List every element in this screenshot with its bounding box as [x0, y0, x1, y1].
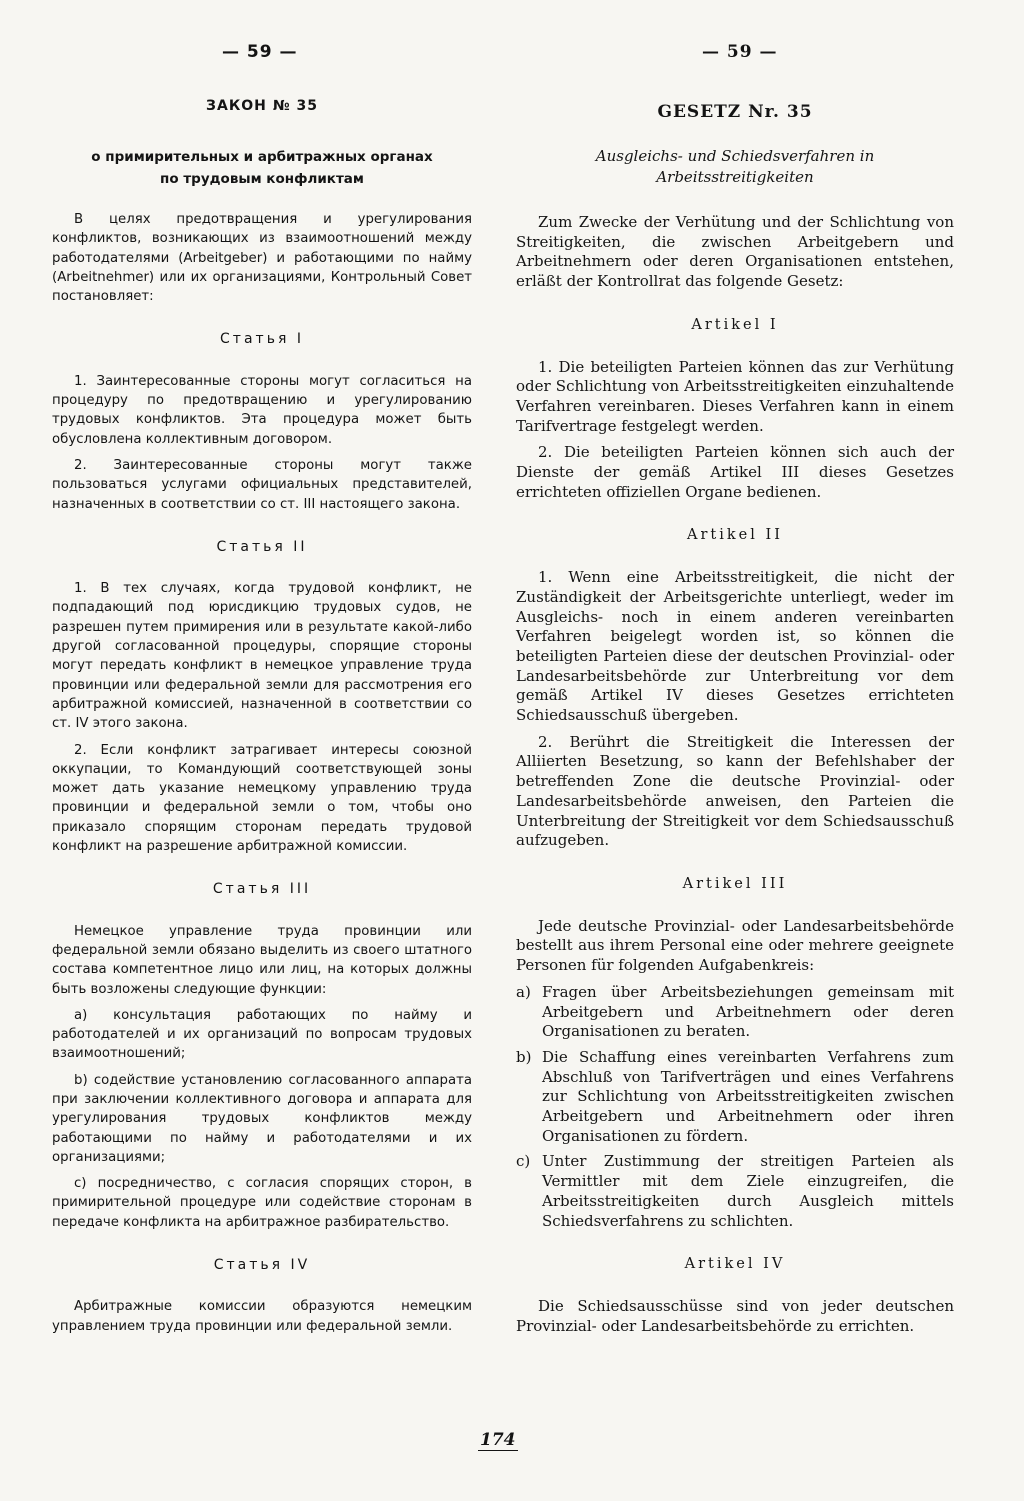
russian-article-3-item-b: b) содействие установлению согласованного аппарата при заключении коллективного договора и аппарата для урегулирования трудовых конфликтов между работающими по найму и работодателями и их организациями; [52, 1072, 472, 1165]
page-number-left: — 59 — [222, 42, 298, 62]
russian-article-4-heading: Статья IV [213, 1257, 311, 1274]
russian-article-2-paragraph-1: 1. В тех случаях, когда трудовой конфликт, не подпадающий под юрисдикцию трудовых судов, не разрешен путем примирения или в результате какой-либо другой согласованной процедуры, спорящие стороны могут передать конфликт в немецкое управление труда провинции или федеральной земли для рассмотрения его арбитражной комиссией, назначенной в соответствии со ст. IV этого закона. [52, 581, 472, 732]
german-article-2-paragraph-2: 2. Berührt die Streitigkeit die Interessen der Alliierten Besetzung, so kann der Befehlshaber der betreffenden Zone die deutsche Provinzial- oder Landesarbeitsbehörde anweisen, den Parteien die Unterbreitung der Streitigkeit vor dem Schiedsausschuß aufzugeben. [516, 732, 954, 850]
item-a-marker: a) [516, 982, 531, 1001]
russian-article-3-intro: Немецкое управление труда провинции или федеральной земли обязано выделить из своего штатного состава компетентное лицо или лиц, на которых должны быть возложены следующие функции: [52, 923, 472, 997]
russian-article-1-paragraph-1: 1. Заинтересованные стороны могут согласиться на процедуру по предотвращению и урегулированию трудовых конфликтов. Эта процедура может быть обусловлена коллективным договором. [52, 373, 472, 447]
item-c-marker: c) [516, 1152, 531, 1171]
german-article-3-intro: Jede deutsche Provinzial- oder Landesarbeitsbehörde bestellt aus ihrem Personal eine oder mehrere geeignete Personen für folgenden Aufgabenkreis: [516, 916, 954, 975]
russian-article-2-paragraph-2: 2. Если конфликт затрагивает интересы союзной оккупации, то Командующий соответствующей зоны может дать указание немецкому управлению труда провинции и федеральной земли о том, чтобы оно приказало спорящим сторонам передать трудовой конфликт на разрешение арбитражной комиссии. [52, 742, 472, 855]
german-article-1-paragraph-2: 2. Die beteiligten Parteien können sich auch der Dienste der gemäß Artikel III dieses Gesetzes errichteten offiziellen Organe bedienen. [516, 443, 954, 501]
russian-article-1-heading: Статья I [220, 331, 304, 348]
german-article-3-heading: Artikel III [682, 875, 788, 892]
german-subtitle: Ausgleichs- und Schiedsverfahren in Arbeitsstreitigkeiten [595, 147, 875, 186]
russian-article-4-paragraph-1: Арбитражные комиссии образуются немецким управлением труда провинции или федеральной земли. [52, 1299, 472, 1334]
german-preamble: Zum Zwecke der Verhütung und der Schlichtung von Streitigkeiten, die zwischen Arbeitgebern und Arbeitnehmern oder deren Organisationen entstehen, erläßt der Kontrollrat das folgende Gesetz: [516, 213, 954, 291]
folio-number: 174 [480, 1430, 516, 1450]
page-number-right: — 59 — [702, 42, 778, 62]
german-article-4-paragraph-1: Die Schiedsausschüsse sind von jeder deutschen Provinzial- oder Landesarbeitsbehörde zu errichten. [516, 1296, 954, 1335]
russian-law-title: ЗАКОН № 35 [206, 98, 318, 114]
german-article-2-heading: Artikel II [687, 527, 783, 544]
russian-body [52, 210, 472, 1343]
item-b-marker: b) [516, 1047, 532, 1066]
russian-article-3-heading: Статья III [212, 881, 312, 898]
german-law-title: GESETZ Nr. 35 [657, 102, 813, 122]
item-a-text: Fragen über Arbeitsbeziehungen gemeinsam mit Arbeitgebern und Arbeitnehmern oder deren Organisationen zu beraten. [542, 982, 954, 1041]
russian-article-3-item-a: а) консультация работающих по найму и работодателей и их организаций по вопросам трудовых взаимоотношений; [52, 1007, 472, 1062]
item-b-text: Die Schaffung eines vereinbarten Verfahrens zum Abschluß von Tarifverträgen und eines Verfahrens zur Schlichtung von Arbeitsstreitigkeiten zwischen Arbeitgebern und Arbeitnehmern oder ihren Organisationen zu fördern. [542, 1047, 954, 1145]
german-article-3-item-a [516, 983, 954, 1042]
russian-article-2-heading: Статья II [216, 538, 308, 555]
russian-article-3-item-c: с) посредничество, с согласия спорящих сторон, в примирительной процедуре или содействие сторонам в передаче конфликта на арбитражное разбирательство. [52, 1176, 472, 1230]
german-article-3-item-c [516, 1152, 954, 1231]
german-article-4-heading: Artikel IV [684, 1256, 786, 1273]
russian-article-1-paragraph-2: 2. Заинтересованные стороны могут также пользоваться услугами официальных представителей, назначенных в соответствии со ст. III настоящего закона. [52, 457, 472, 512]
german-body [516, 213, 954, 1343]
german-article-1-heading: Artikel I [691, 316, 779, 333]
russian-subtitle: о примирительных и арбитражных органах по трудовым конфликтам [91, 149, 433, 187]
german-article-2-paragraph-1: 1. Wenn eine Arbeitsstreitigkeit, die nicht der Zuständigkeit der Arbeitsgerichte unterliegt, weder im Ausgleichs- noch in einem anderen vereinbarten Verfahren beigelegt worden ist, so können die beteiligten Parteien diese der deutschen Provinzial- oder Landesarbeitsbehörde zur Unterbreitung vor dem gemäß Artikel IV dieses Gesetzes errichteten Schiedsausschuß übergeben. [516, 568, 954, 725]
german-article-1-paragraph-1: 1. Die beteiligten Parteien können das zur Verhütung oder Schlichtung von Arbeitsstreitigkeiten einzuhaltende Verfahren vereinbaren. Dieses Verfahren kann in einem Tarifvertrage festgelegt werden. [516, 357, 954, 435]
item-c-text: Unter Zustimmung der streitigen Parteien als Vermittler mit dem Ziele einzugreifen, die Arbeitsstreitigkeiten durch Ausgleich mittels Schiedsverfahrens zu schlichten. [542, 1152, 954, 1230]
russian-preamble: В целях предотвращения и урегулирования конфликтов, возникающих из взаимоотношений между работодателями (Arbeitgeber) и работающими по найму (Arbeitnehmer) или их организациями, Контрольный Совет постановляет: [52, 212, 472, 305]
german-article-3-item-b [516, 1048, 954, 1147]
